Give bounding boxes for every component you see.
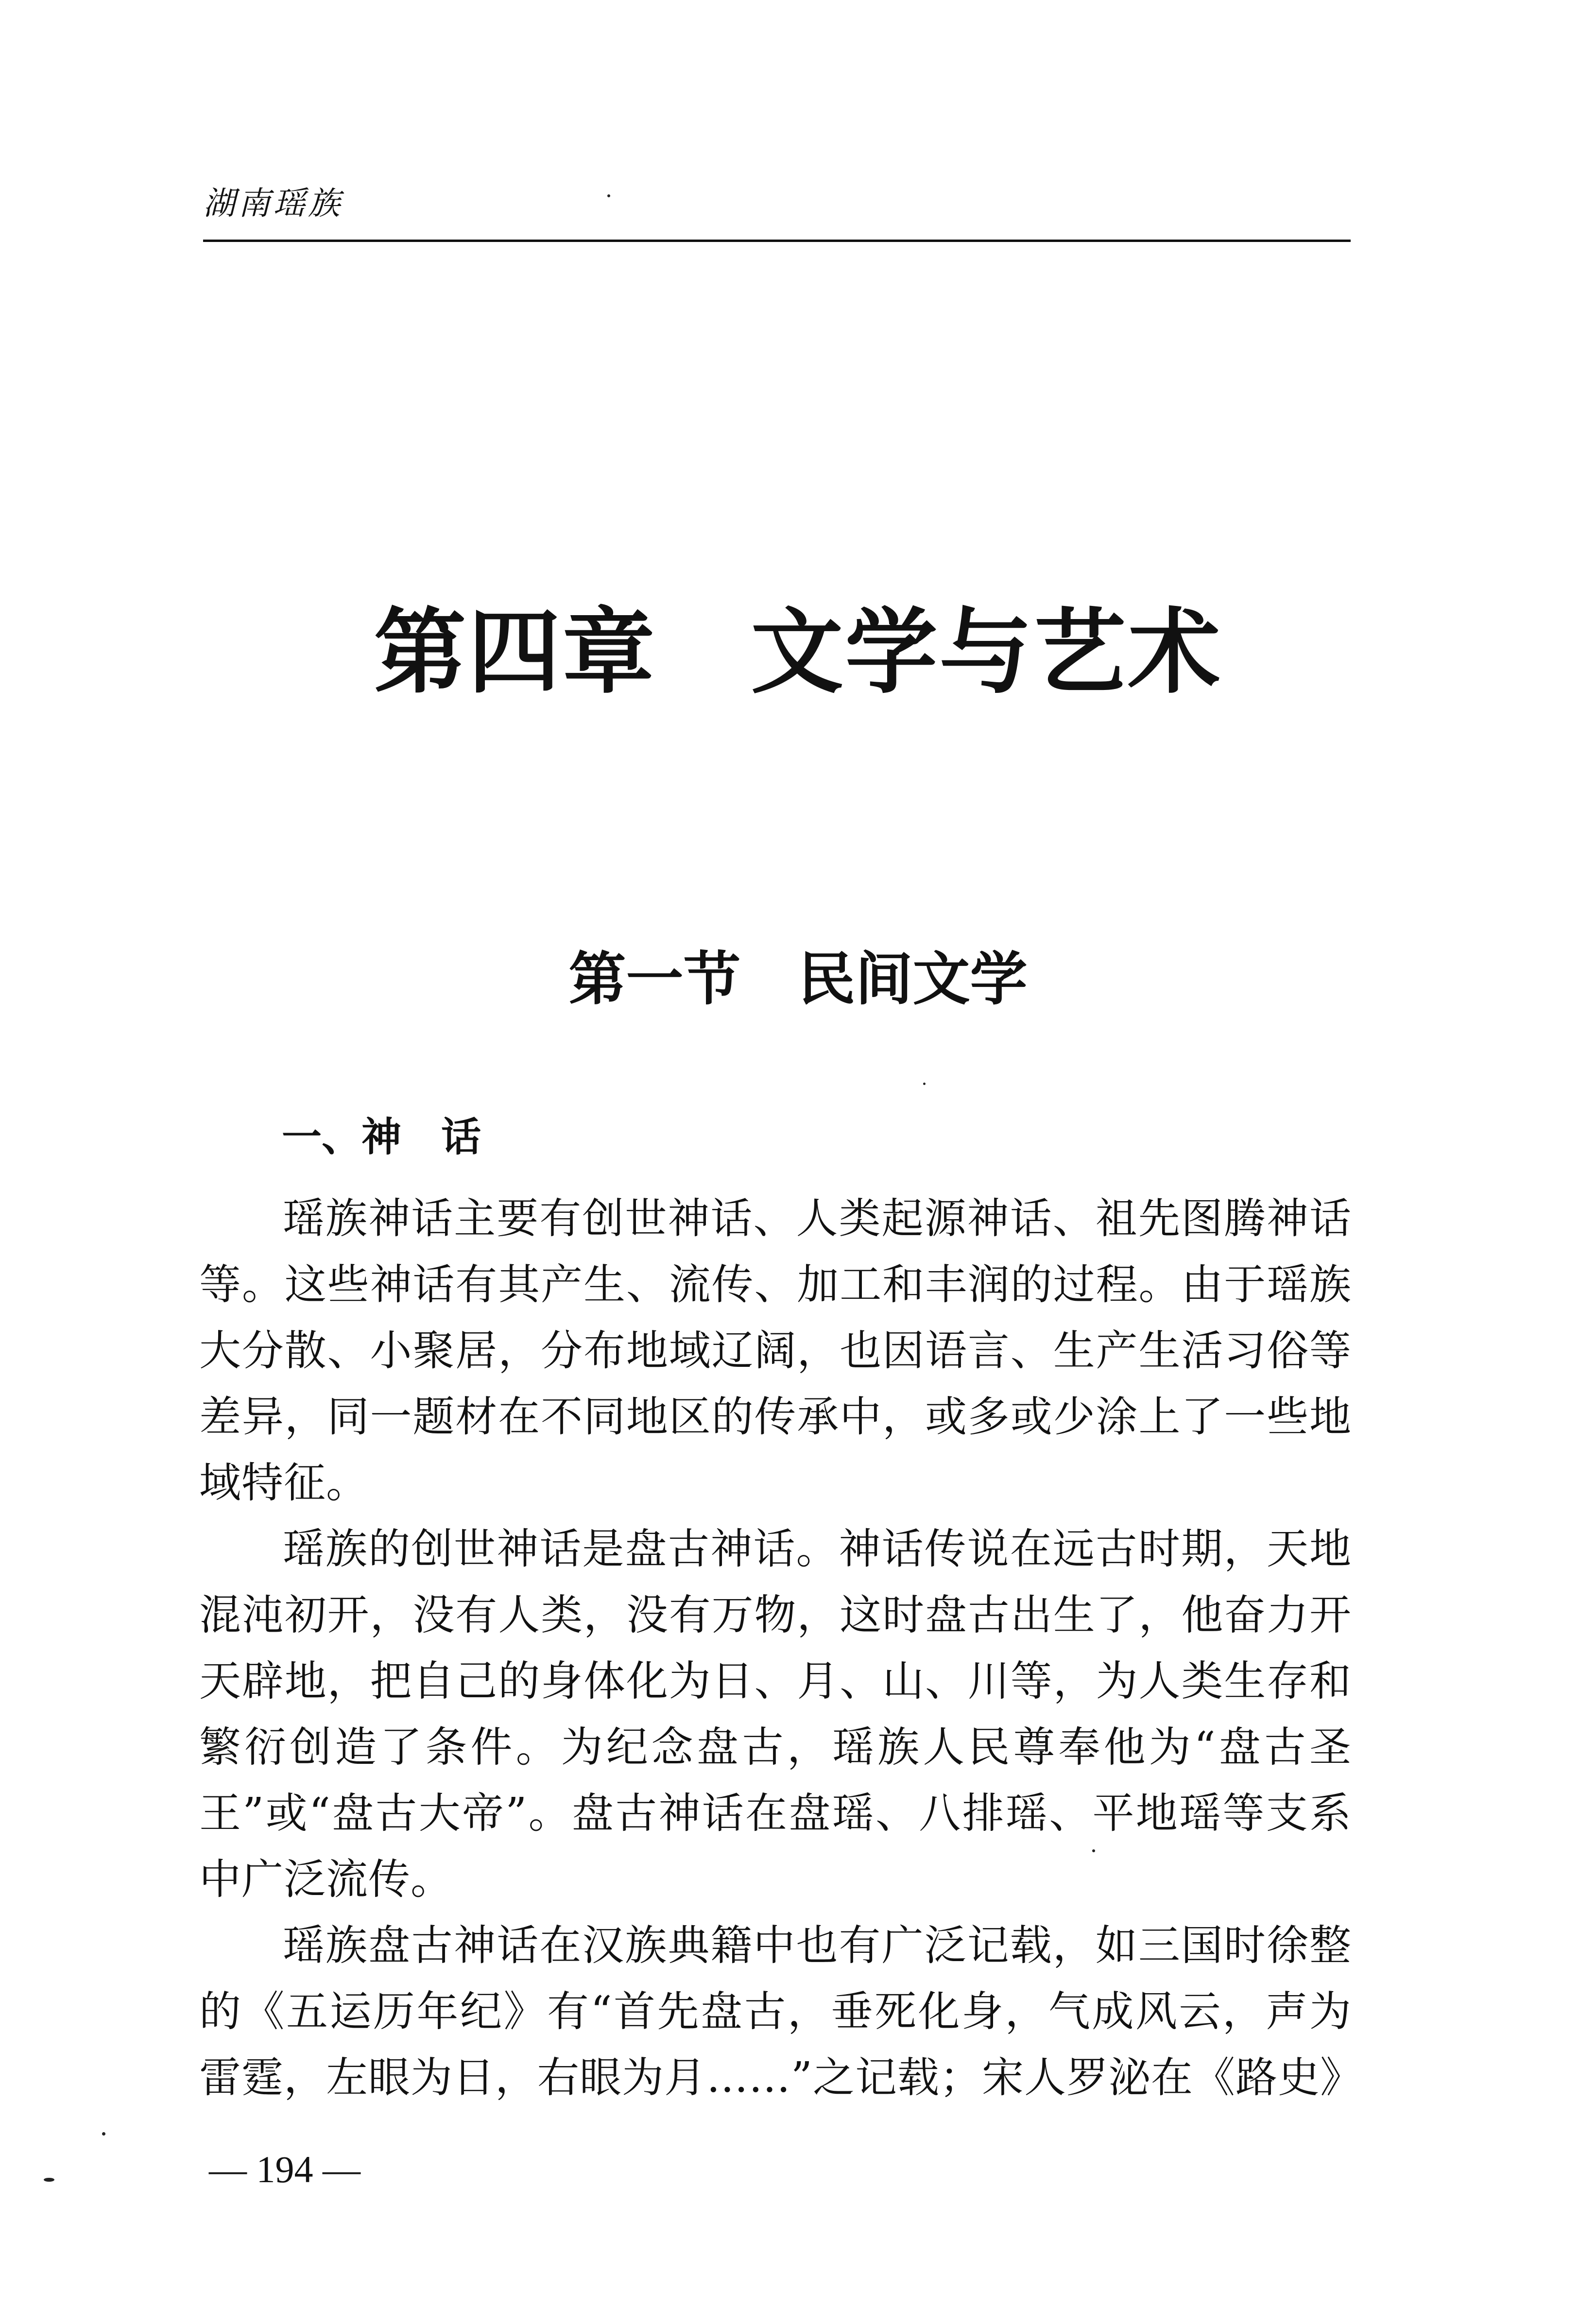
scan-speck [607, 194, 610, 197]
body-text [199, 1186, 1362, 2111]
running-header: 湖南瑶族 [203, 185, 343, 222]
chapter-title: 第四章 文学与艺术 [374, 598, 1222, 706]
paragraph: 瑶族盘古神话在汉族典籍中也有广泛记载，如三国时徐整的《五运历年纪》有“首先盘古，垂死化身，气成风云，声为雷霆，左眼为日，右眼为月……”之记载；宋人罗泌在《路史》 [199, 1921, 1362, 2102]
scan-speck [44, 2178, 54, 2182]
page-number: — 194 — [209, 2148, 360, 2190]
scan-speck [102, 2132, 105, 2136]
section-title: 第一节 民间文学 [568, 946, 1028, 1013]
subsection-title: 一、神 话 [282, 1114, 481, 1160]
scan-speck [1092, 1849, 1095, 1852]
header-rule [203, 240, 1351, 242]
scan-speck [923, 1083, 926, 1085]
paragraph: 瑶族的创世神话是盘古神话。神话传说在远古时期，天地混沌初开，没有人类，没有万物，这时盘古出生了，他奋力开天辟地，把自己的身体化为日、月、山、川等，为人类生存和繁衍创造了条件。为纪念盘古，瑶族人民尊奉他为“盘古圣王”或“盘古大帝”。盘古神话在盘瑶、八排瑶、平地瑶等支系中广泛流传。 [199, 1525, 1352, 1904]
paragraph: 瑶族神话主要有创世神话、人类起源神话、祖先图腾神话等。这些神话有其产生、流传、加工和丰润的过程。由于瑶族大分散、小聚居，分布地域辽阔，也因语言、生产生活习俗等差异，同一题材在不同地区的传承中，或多或少涂上了一些地域特征。 [199, 1194, 1352, 1507]
